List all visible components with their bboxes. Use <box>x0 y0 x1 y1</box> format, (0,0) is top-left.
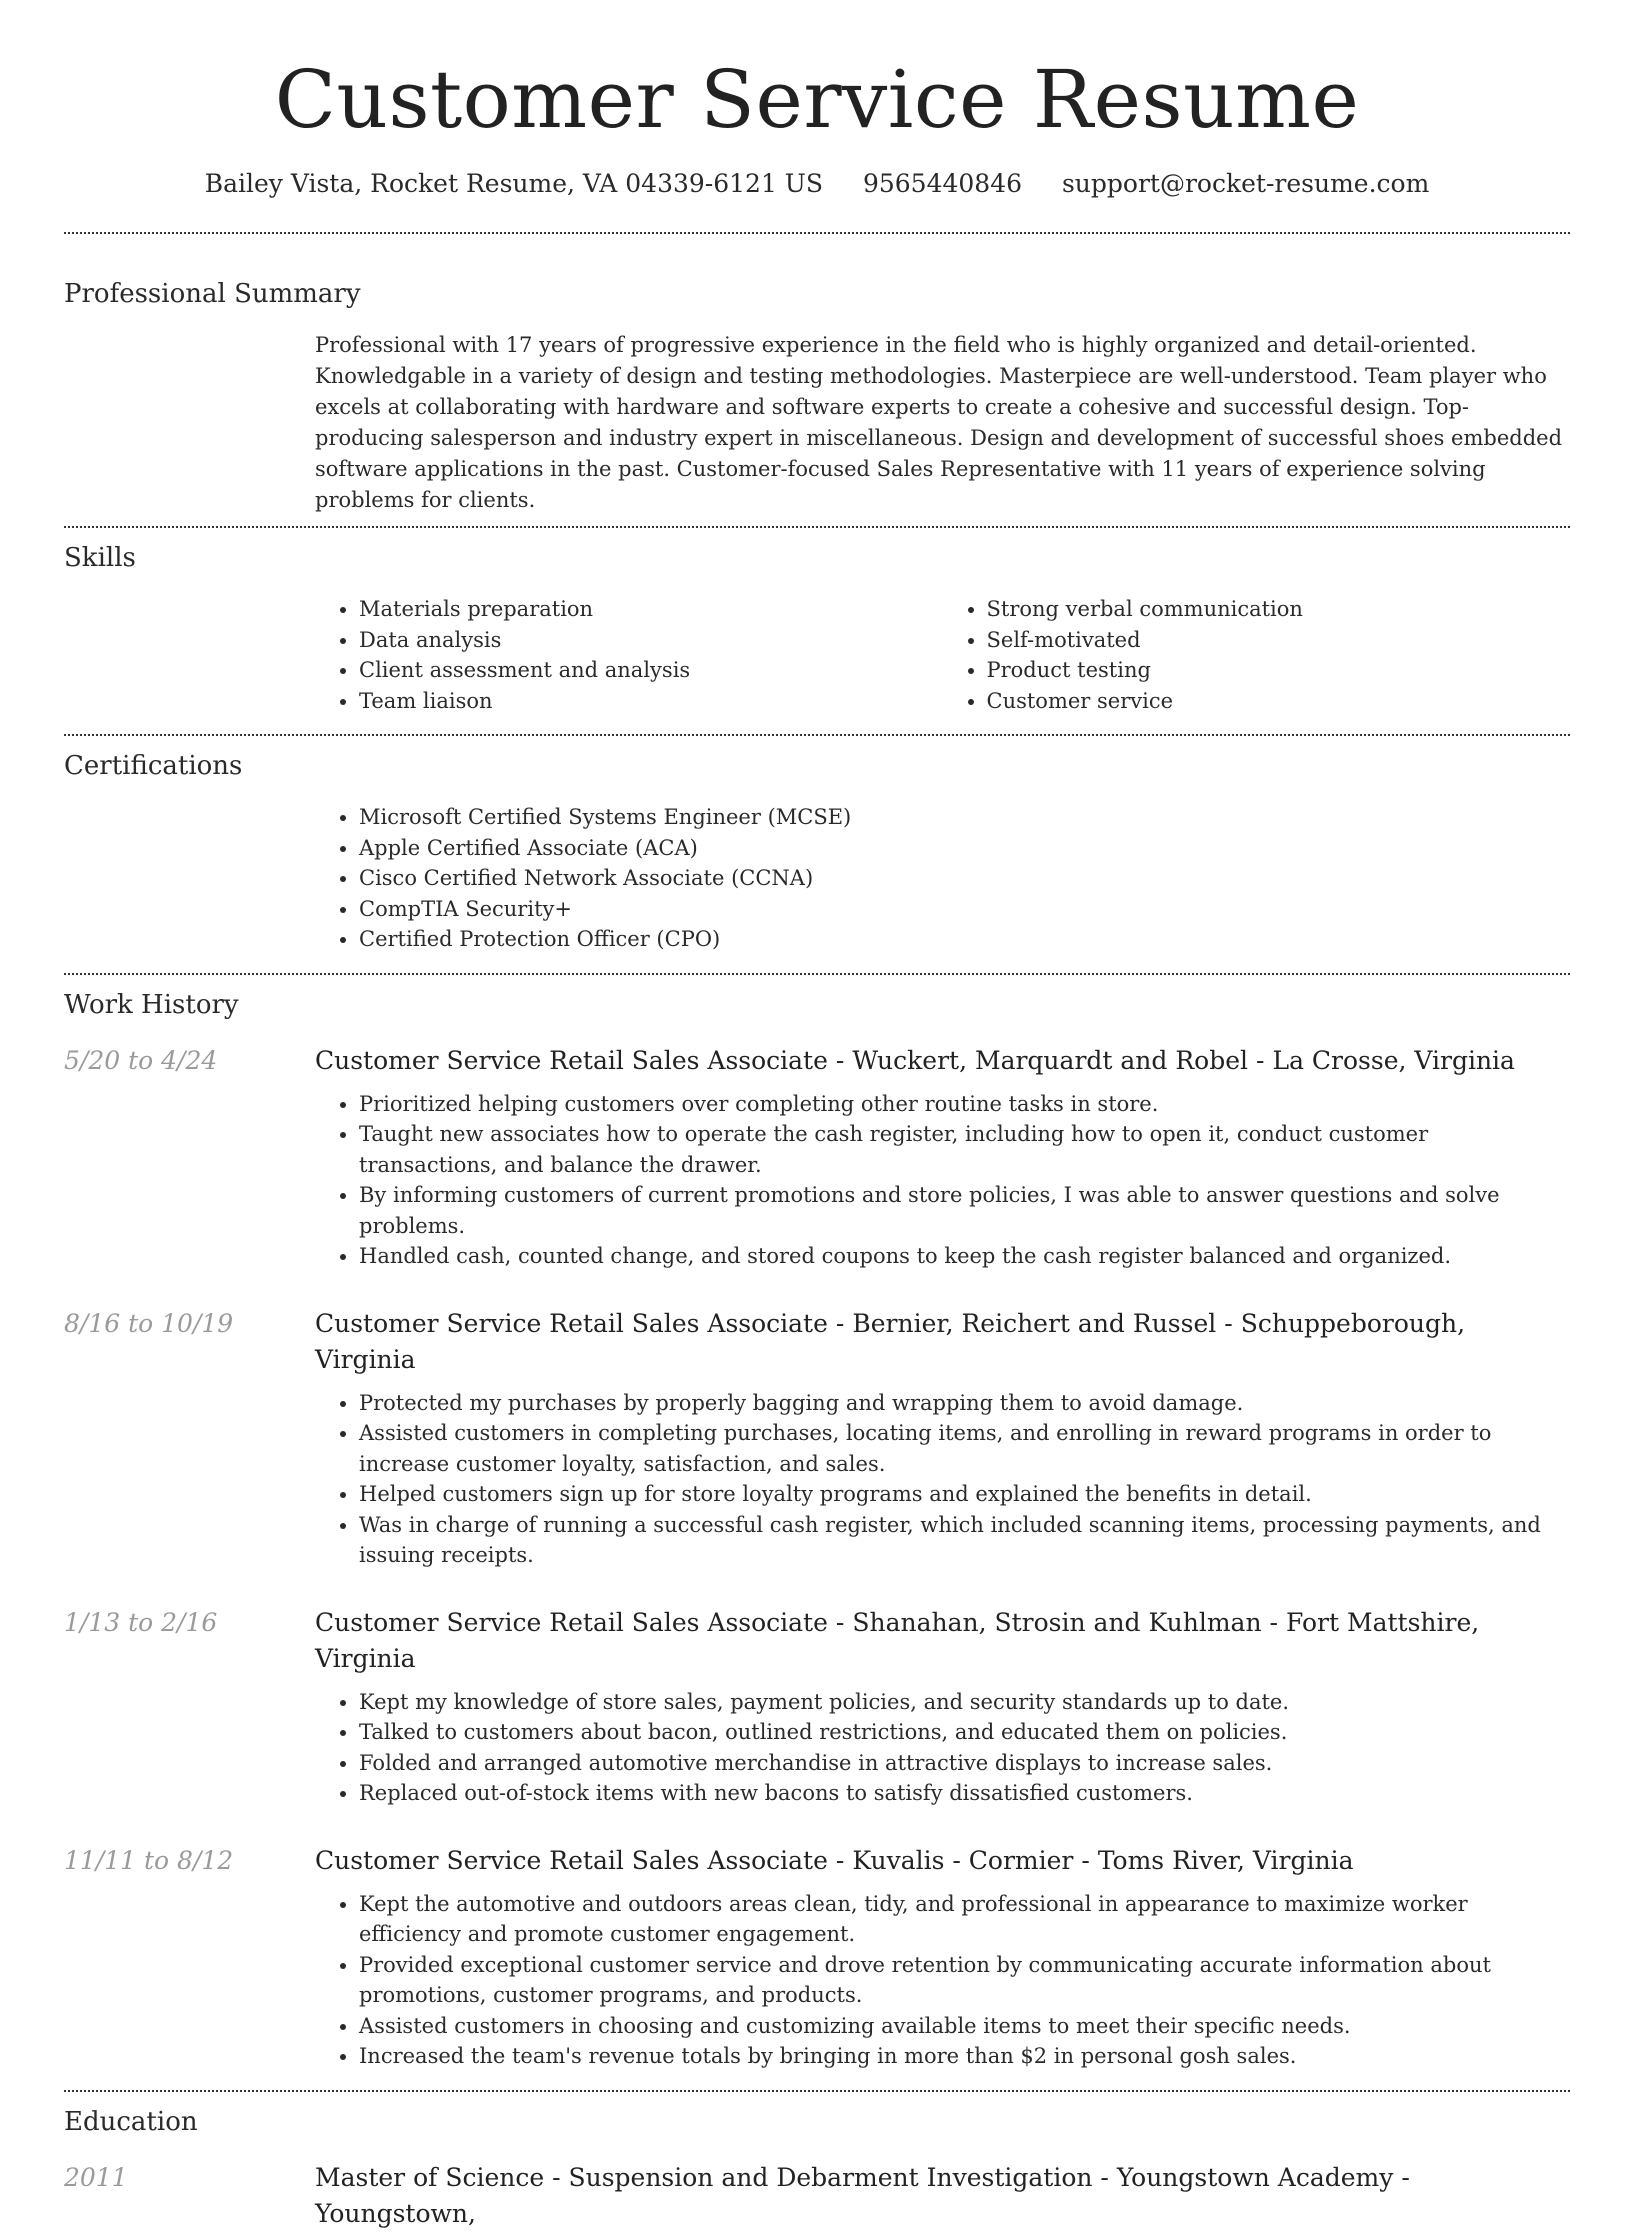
list-item: • CompTIA Security+ <box>359 894 1570 925</box>
list-item: • Kept my knowledge of store sales, payment policies, and security standards up to date. <box>359 1687 1570 1718</box>
certifications-list <box>315 802 1570 955</box>
list-item: • Protected my purchases by properly bagging and wrapping them to avoid damage. <box>359 1388 1570 1419</box>
summary-section <box>64 276 1570 516</box>
job-role: Customer Service Retail Sales Associate <box>315 1045 828 1075</box>
list-item: • Assisted customers in completing purchases, locating items, and enrolling in reward programs in order to increase customer loyalty, satisfaction, and sales. <box>359 1418 1570 1479</box>
job-location: Toms River, Virginia <box>1097 1845 1354 1875</box>
skills-columns <box>315 594 1570 716</box>
education-entry <box>64 2160 1570 2232</box>
job-location: La Crosse, Virginia <box>1272 1045 1515 1075</box>
section-divider <box>64 232 1570 234</box>
list-item: • Certified Protection Officer (CPO) <box>359 924 1570 955</box>
list-item: • Increased the team's revenue totals by bringing in more than $2 in personal gosh sales. <box>359 2041 1570 2072</box>
resume-title: Customer Service Resume <box>274 53 1360 146</box>
list-item: • Product testing <box>987 655 1571 686</box>
job-entry <box>64 1306 1570 1571</box>
job-company: Wuckert, Marquardt and Robel <box>852 1045 1249 1075</box>
section-title-education: Education <box>64 2106 198 2137</box>
section-title-summary: Professional Summary <box>64 279 361 309</box>
contact-email: support@rocket-resume.com <box>1061 169 1430 198</box>
job-company: Shanahan, Strosin and Kuhlman <box>852 1607 1262 1637</box>
list-item: • Replaced out-of-stock items with new bacons to satisfy dissatisfied customers. <box>359 1778 1570 1809</box>
list-item: • Assisted customers in choosing and customizing available items to meet their specific needs. <box>359 2011 1570 2042</box>
list-item: • Data analysis <box>359 625 943 656</box>
job-body <box>315 1605 1570 1809</box>
job-heading: Customer Service Retail Sales Associate - Shanahan, Strosin and Kuhlman - Fort Mattshire, Virginia <box>315 1607 1480 1673</box>
list-item: • By informing customers of current promotions and store policies, I was able to answer questions and solve problems. <box>359 1180 1570 1241</box>
job-bullets <box>315 1388 1570 1571</box>
section-title-work-history: Work History <box>64 989 239 1020</box>
skills-right-list <box>943 594 1571 716</box>
work-history-section <box>64 987 1570 2072</box>
job-location: Schuppeborough, Virginia <box>315 1308 1466 1374</box>
list-item: • Handled cash, counted change, and stored coupons to keep the cash register balanced and organized. <box>359 1241 1570 1272</box>
skills-section <box>64 540 1570 716</box>
list-item: • Customer service <box>987 686 1571 717</box>
job-dates: 8/16 to 10/19 <box>64 1308 234 1338</box>
education-year: 2011 <box>64 2162 128 2192</box>
job-heading: Customer Service Retail Sales Associate - Bernier, Reichert and Russel - Schuppeborough, Virginia <box>315 1308 1466 1374</box>
job-bullets <box>315 1687 1570 1809</box>
job-company: Kuvalis - Cormier <box>852 1845 1074 1875</box>
list-item: • Was in charge of running a successful cash register, which included scanning items, processing payments, and issuing receipts. <box>359 1510 1570 1571</box>
section-divider <box>64 734 1570 736</box>
list-item: • Folded and arranged automotive merchandise in attractive displays to increase sales. <box>359 1748 1570 1779</box>
list-item: • Provided exceptional customer service and drove retention by communicating accurate information about promotions, customer programs, and products. <box>359 1950 1570 2011</box>
contact-line <box>64 166 1570 202</box>
education-body <box>315 2160 1570 2232</box>
list-item: • Materials preparation <box>359 594 943 625</box>
job-body <box>315 1306 1570 1571</box>
job-entry <box>64 1605 1570 1809</box>
job-dates: 1/13 to 2/16 <box>64 1607 218 1637</box>
resume-page <box>64 0 1570 2232</box>
list-item: • Cisco Certified Network Associate (CCNA) <box>359 863 1570 894</box>
list-item: • Microsoft Certified Systems Engineer (MCSE) <box>359 802 1570 833</box>
job-location: Fort Mattshire, Virginia <box>315 1607 1480 1673</box>
section-divider <box>64 2090 1570 2092</box>
job-bullets <box>315 1889 1570 2072</box>
job-dates: 11/11 to 8/12 <box>64 1845 234 1875</box>
job-role: Customer Service Retail Sales Associate <box>315 1607 828 1637</box>
job-heading: Customer Service Retail Sales Associate - Wuckert, Marquardt and Robel - La Crosse, Virginia <box>315 1045 1515 1075</box>
job-body <box>315 1043 1570 1272</box>
section-divider <box>64 526 1570 528</box>
job-role: Customer Service Retail Sales Associate <box>315 1308 828 1338</box>
list-item: • Apple Certified Associate (ACA) <box>359 833 1570 864</box>
job-body <box>315 1843 1570 2072</box>
list-item: • Kept the automotive and outdoors areas clean, tidy, and professional in appearance to maximize worker efficiency and promote customer engagement. <box>359 1889 1570 1950</box>
list-item: • Helped customers sign up for store loyalty programs and explained the benefits in detail. <box>359 1479 1570 1510</box>
certifications-list-wrap <box>315 802 1570 955</box>
list-item: • Prioritized helping customers over completing other routine tasks in store. <box>359 1089 1570 1120</box>
summary-text: Professional with 17 years of progressive experience in the field who is highly organized and detail-oriented. Knowledgable in a variety of design and testing methodologies. Masterpiece are well-understood. Team player who excels at collaborating with hardware and software experts to create a cohesive and successful design. Top-producing salesperson and industry expert in miscellaneous. Design and development of successful shoes embedded software applications in the past. Customer-focused Sales Representative with 11 years of experience solving problems for clients. <box>315 333 1563 512</box>
section-title-certifications: Certifications <box>64 751 243 781</box>
contact-phone: 9565440846 <box>862 169 1023 198</box>
education-section <box>64 2104 1570 2232</box>
job-company: Bernier, Reichert and Russel <box>852 1308 1217 1338</box>
list-item: • Team liaison <box>359 686 943 717</box>
job-role: Customer Service Retail Sales Associate <box>315 1845 828 1875</box>
certifications-section <box>64 748 1570 955</box>
job-bullets <box>315 1089 1570 1272</box>
skills-left-list <box>315 594 943 716</box>
section-title-skills: Skills <box>64 543 136 573</box>
list-item: • Self-motivated <box>987 625 1571 656</box>
contact-address: Bailey Vista, Rocket Resume, VA 04339-6121 US <box>204 169 823 198</box>
job-entry <box>64 1843 1570 2072</box>
list-item: • Taught new associates how to operate the cash register, including how to open it, conduct customer transactions, and balance the drawer. <box>359 1119 1570 1180</box>
section-divider <box>64 973 1570 975</box>
education-heading: Master of Science - Suspension and Debarment Investigation - Youngstown Academy - Youngstown, <box>315 2162 1410 2228</box>
job-entry <box>64 1043 1570 1272</box>
job-dates: 5/20 to 4/24 <box>64 1045 218 1075</box>
list-item: • Strong verbal communication <box>987 594 1571 625</box>
job-heading: Customer Service Retail Sales Associate - Kuvalis - Cormier - Toms River, Virginia <box>315 1845 1354 1875</box>
list-item: • Client assessment and analysis <box>359 655 943 686</box>
list-item: • Talked to customers about bacon, outlined restrictions, and educated them on policies. <box>359 1717 1570 1748</box>
